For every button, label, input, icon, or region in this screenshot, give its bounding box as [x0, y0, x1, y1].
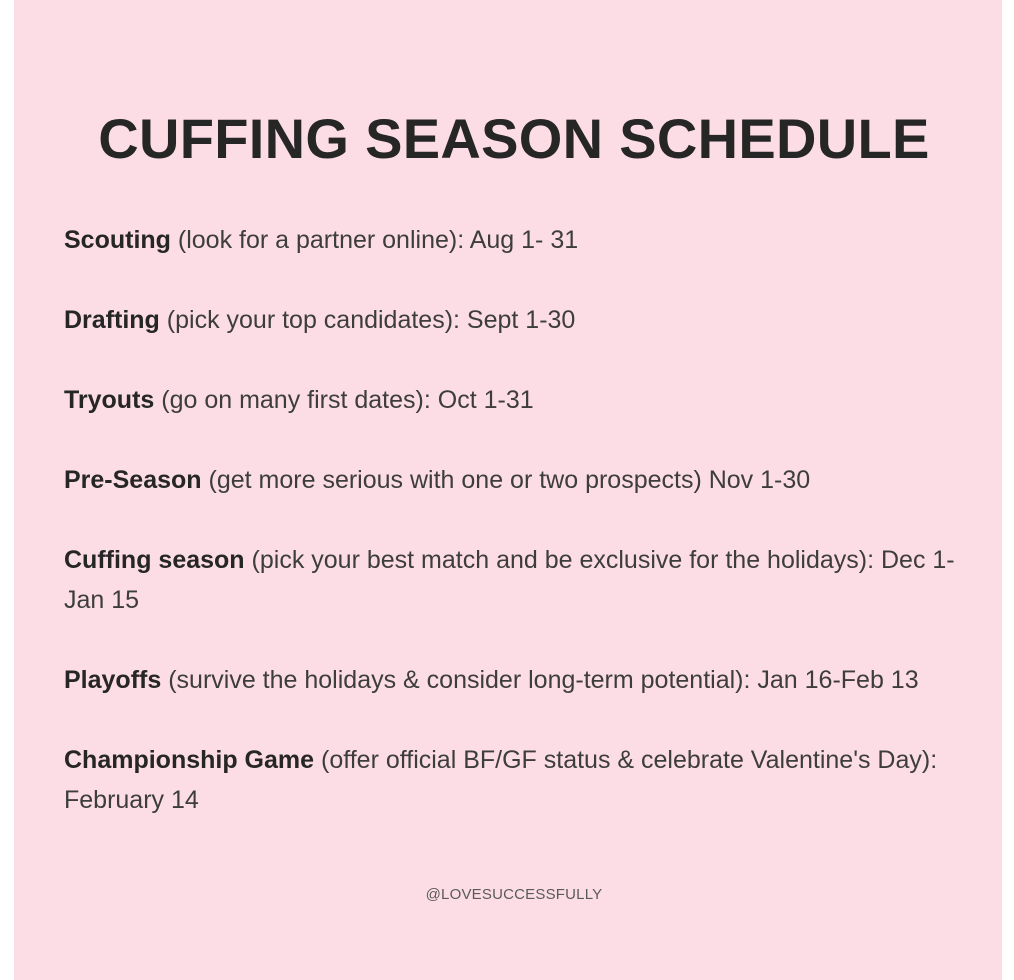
schedule-list — [64, 220, 974, 860]
schedule-entry-tryouts — [64, 380, 974, 420]
entry-detail: (go on many first dates): Oct 1-31 — [161, 386, 534, 414]
schedule-entry-championship-game — [64, 740, 974, 820]
schedule-entry-cuffing-season — [64, 540, 974, 620]
entry-term: Pre-Season — [64, 466, 202, 494]
schedule-entry-scouting — [64, 220, 974, 260]
schedule-entry-drafting — [64, 300, 974, 340]
entry-term: Playoffs — [64, 666, 162, 694]
handle-credit: @LOVESUCCESSFULLY — [425, 886, 603, 903]
entry-detail: (look for a partner online): Aug 1- 31 — [177, 226, 579, 254]
entry-detail: (pick your top candidates): Sept 1-30 — [166, 306, 576, 334]
entry-term: Cuffing season — [64, 546, 245, 574]
entry-detail: (get more serious with one or two prospects) Nov 1-30 — [208, 466, 811, 494]
entry-detail: (pick your best match and be exclusive for the holidays): Dec 1-Jan 15 — [64, 546, 955, 614]
schedule-entry-playoffs — [64, 660, 974, 700]
page-title: CUFFING SEASON SCHEDULE — [98, 107, 930, 170]
entry-term: Championship Game — [64, 746, 315, 774]
entry-detail: (offer official BF/GF status & celebrate Valentine's Day): February 14 — [64, 746, 938, 814]
entry-term: Scouting — [64, 226, 171, 254]
entry-term: Drafting — [64, 306, 160, 334]
entry-detail: (survive the holidays & consider long-term potential): Jan 16-Feb 13 — [168, 666, 919, 694]
schedule-entry-pre-season — [64, 460, 974, 500]
schedule-card — [14, 0, 1002, 980]
entry-term: Tryouts — [64, 386, 155, 414]
